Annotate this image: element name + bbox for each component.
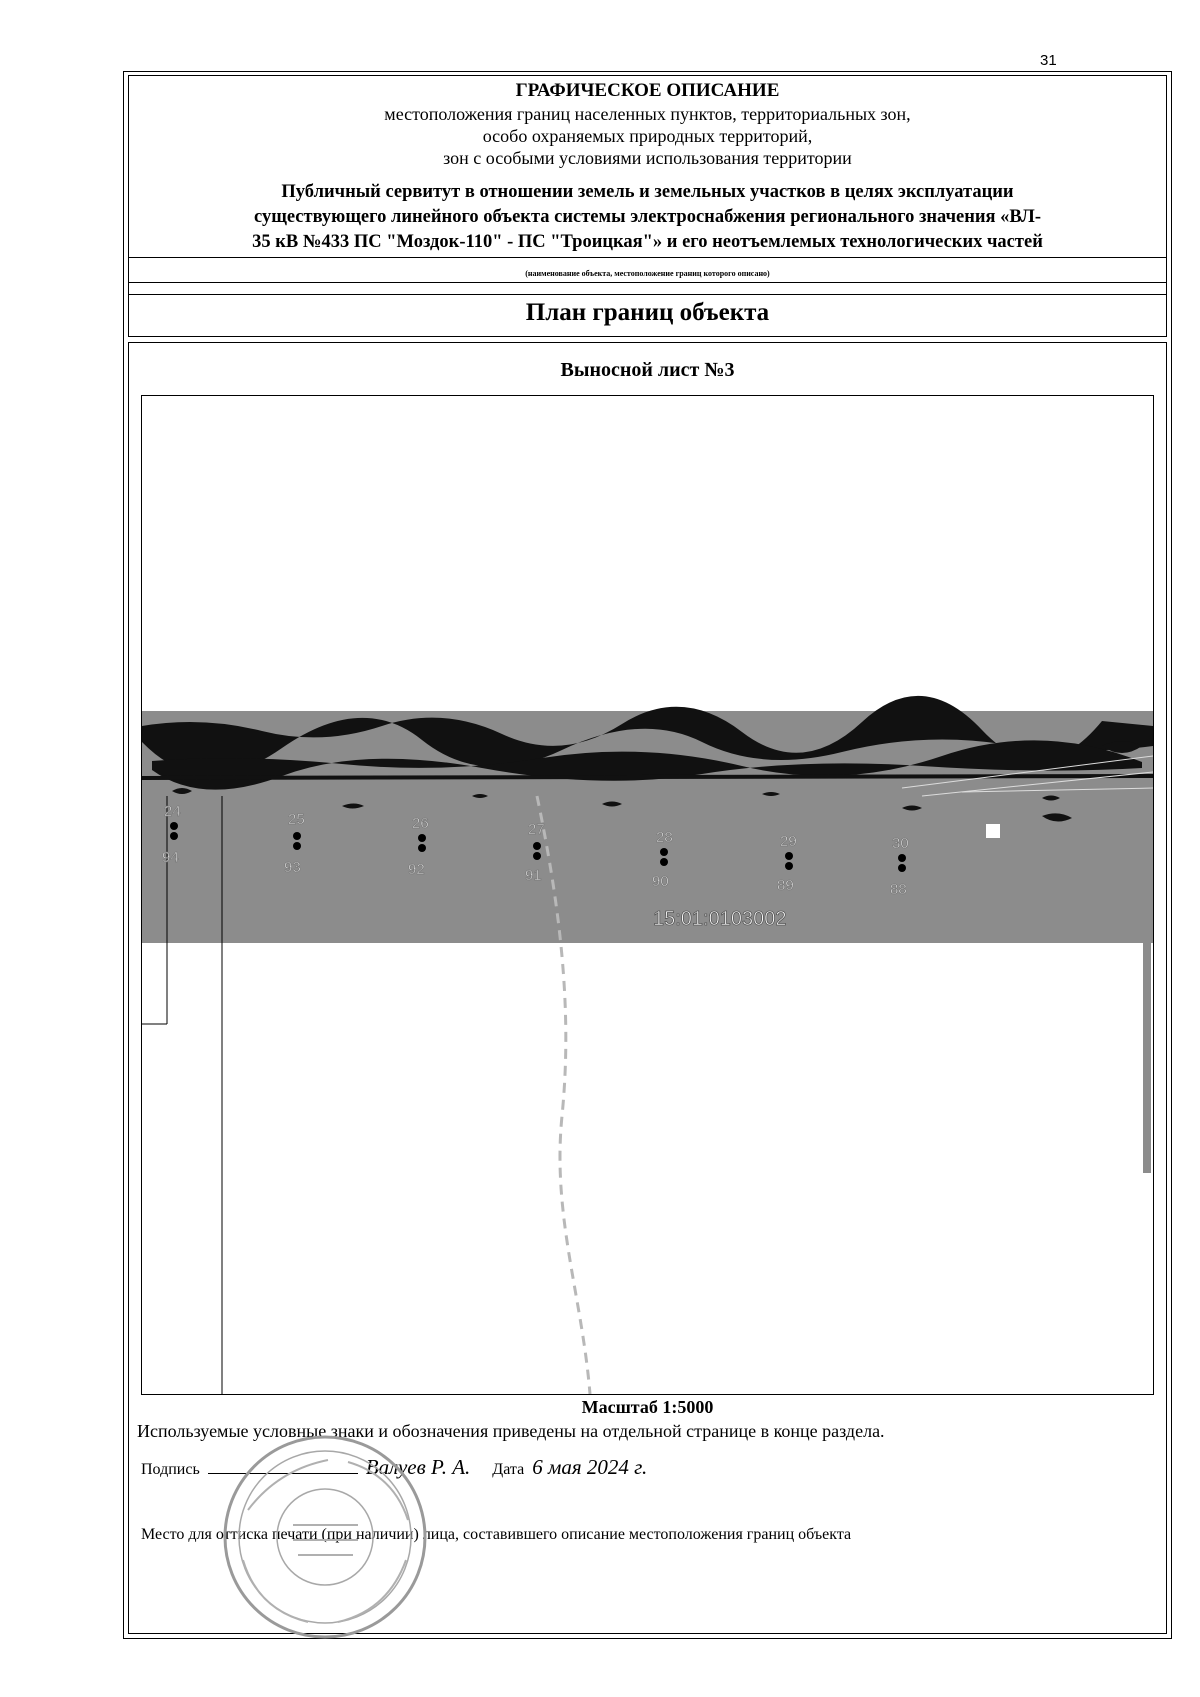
boundary-map <box>141 395 1154 1395</box>
signer-name: Валуев Р. А. <box>365 1455 471 1479</box>
stamp-seal-icon <box>218 1430 433 1645</box>
point-label-25: 25 <box>288 811 305 828</box>
point-label-90: 90 <box>652 873 669 890</box>
object-line-1: Публичный сервитут в отношении земель и земельных участков в целях эксплуатации <box>281 182 1014 202</box>
legend-note: Используемые условные знаки и обозначения приведены на отдельной странице в конце раздела. <box>137 1421 885 1441</box>
point-30 <box>898 854 906 862</box>
seal-note: Место для оттиска печати (при наличии) лица, составившего описание местоположения границ объекта <box>141 1526 852 1543</box>
point-27 <box>533 842 541 850</box>
point-label-27: 27 <box>528 821 545 838</box>
header-block <box>128 75 1167 337</box>
point-94 <box>170 832 178 840</box>
point-88 <box>898 864 906 872</box>
point-label-26: 26 <box>412 815 429 832</box>
header-divider-2 <box>129 282 1166 283</box>
plan-title: План границ объекта <box>525 299 770 326</box>
sheet-title: Выносной лист №3 <box>560 359 735 381</box>
header-divider-1 <box>129 257 1166 258</box>
marker-square <box>986 824 1000 838</box>
page-number: 31 <box>1040 52 1057 69</box>
header-divider-3 <box>129 294 1166 295</box>
point-label-94: 94 <box>162 849 179 866</box>
point-92 <box>418 844 426 852</box>
point-89 <box>785 862 793 870</box>
date-label: Дата <box>492 1461 525 1478</box>
point-label-28: 28 <box>656 829 673 846</box>
signature-label: Подпись <box>141 1461 200 1478</box>
object-line-2: существующего линейного объекта системы электроснабжения регионального значения «ВЛ- <box>254 207 1041 227</box>
point-label-88: 88 <box>890 881 907 898</box>
point-label-30: 30 <box>892 835 909 852</box>
subtitle-line-3: зон с особыми условиями использования территории <box>443 148 852 168</box>
map-scale: Масштаб 1:5000 <box>581 1397 714 1417</box>
map-drawing <box>142 396 1153 1394</box>
point-26 <box>418 834 426 842</box>
point-29 <box>785 852 793 860</box>
point-93 <box>293 842 301 850</box>
parcel-edge-right <box>1143 943 1151 1173</box>
point-label-89: 89 <box>777 877 794 894</box>
object-line-3: 35 кВ №433 ПС "Моздок-110" - ПС "Троицкая"» и его неотъемлемых технологических частей <box>252 232 1043 252</box>
subtitle-line-1: местоположения границ населенных пунктов, территориальных зон, <box>384 104 911 124</box>
point-24 <box>170 822 178 830</box>
object-name-note: (наименование объекта, местоположение границ которого описано) <box>525 269 770 278</box>
point-91 <box>533 852 541 860</box>
point-28 <box>660 848 668 856</box>
date-value: 6 мая 2024 г. <box>532 1455 648 1479</box>
point-label-91: 91 <box>525 867 542 884</box>
point-label-92: 92 <box>408 861 425 878</box>
point-label-93: 93 <box>284 859 301 876</box>
document-title: ГРАФИЧЕСКОЕ ОПИСАНИЕ <box>515 80 780 101</box>
point-label-24: 24 <box>164 803 181 820</box>
point-label-29: 29 <box>780 833 797 850</box>
subtitle-line-2: особо охраняемых природных территорий, <box>482 126 813 146</box>
point-25 <box>293 832 301 840</box>
cadastral-number: 15:01:0103002 <box>653 908 787 930</box>
point-90 <box>660 858 668 866</box>
